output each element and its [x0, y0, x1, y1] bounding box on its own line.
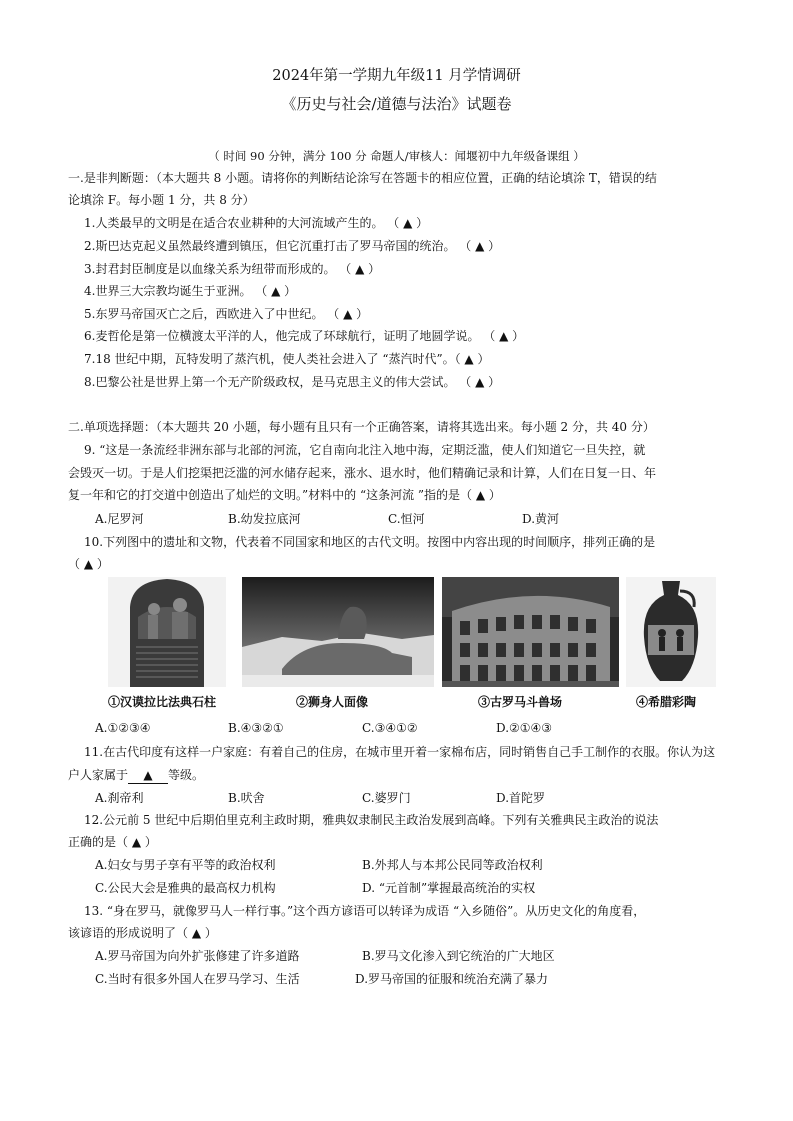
q11-option-a: A.刹帝利: [95, 791, 144, 805]
q13-option-c: C.当时有很多外国人在罗马学习、生活: [95, 972, 300, 986]
part1-item-4: 4.世界三大宗教均诞生于亚洲。 （ ▲ ）: [84, 284, 297, 298]
q11-option-c: C.婆罗门: [362, 791, 411, 805]
q10-option-d: D.②①④③: [496, 721, 553, 735]
q10-option-c: C.③④①②: [362, 721, 418, 735]
q10-option-a: A.①②③④: [95, 721, 151, 735]
q12-line2: 正确的是（ ▲ ）: [68, 835, 157, 849]
q11-line2: [68, 767, 204, 784]
q11-line2-pre: 户人家属于: [68, 768, 129, 782]
part1-heading-line1: 一.是非判断题：（本大题共 8 小题。请将你的判断结论涂写在答题卡的相应位置，正确的结论填涂 T，错误的结: [68, 171, 657, 185]
q9-option-c: C.恒河: [388, 512, 425, 526]
exam-meta: （ 时间 90 分钟，满分 100 分 命题人/审核人：闻堰初中九年级备课组 ）: [208, 149, 585, 163]
q12-option-c: C.公民大会是雅典的最高权力机构: [95, 881, 276, 895]
caption-hammurabi: ①汉谟拉比法典石柱: [108, 695, 217, 709]
caption-greek-vase: ④希腊彩陶: [636, 695, 697, 709]
part1-item-8: 8.巴黎公社是世界上第一个无产阶级政权，是马克思主义的伟大尝试。 （ ▲ ）: [84, 375, 501, 389]
part1-item-5: 5.东罗马帝国灭亡之后，西欧进入了中世纪。 （ ▲ ）: [84, 307, 369, 321]
q13-option-d: D.罗马帝国的征服和统治充满了暴力: [355, 972, 549, 986]
q11-line1: 11.在古代印度有这样一户家庭：有着自己的住房，在城市里开着一家棉布店，同时销售自己手工制作的衣服。你认为这: [84, 745, 716, 759]
hammurabi-stele-image: [108, 577, 226, 687]
q13-line2: 该谚语的形成说明了（ ▲ ）: [68, 926, 217, 940]
exam-title: 2024年第一学期九年级11 月学情调研: [272, 68, 521, 84]
q13-option-b: B.罗马文化渗入到它统治的广大地区: [362, 949, 555, 963]
caption-colosseum: ③古罗马斗兽场: [478, 695, 563, 709]
q13-line1: 13. “身在罗马，就像罗马人一样行事。”这个西方谚语可以转译为成语 “入乡随俗”。从历史文化的角度看，: [84, 904, 646, 918]
q11-line2-post: 等级。: [168, 768, 205, 782]
q9-option-d: D.黄河: [522, 512, 560, 526]
part1-item-3: 3.封君封臣制度是以血缘关系为纽带而形成的。 （ ▲ ）: [84, 262, 381, 276]
part1-item-1: 1.人类最早的文明是在适合农业耕种的大河流域产生的。 （ ▲ ）: [84, 216, 429, 230]
q12-option-b: B.外邦人与本邦公民同等政治权利: [362, 858, 543, 872]
q10-line1: 10.下列图中的遗址和文物，代表着不同国家和地区的古代文明。按图中内容出现的时间顺序，排列正确的是: [84, 535, 656, 549]
sphinx-image: [242, 577, 434, 687]
greek-vase-image: [626, 577, 716, 687]
q9-line1: 9. “这是一条流经非洲东部与北部的河流，它自南向北注入地中海，定期泛滥，使人们知道它一旦失控，就: [84, 443, 646, 457]
q12-option-a: A.妇女与男子享有平等的政治权利: [95, 858, 276, 872]
q9-line3: 复一年和它的打交道中创造出了灿烂的文明。”材料中的 “这条河流 ”指的是（ ▲ ）: [68, 488, 501, 502]
q9-option-a: A.尼罗河: [95, 512, 144, 526]
q12-line1: 12.公元前 5 世纪中后期伯里克利主政时期，雅典奴隶制民主政治发展到高峰。下列有关雅典民主政治的说法: [84, 813, 659, 827]
q13-option-a: A.罗马帝国为向外扩张修建了许多道路: [95, 949, 300, 963]
q11-option-b: B.吠舍: [228, 791, 265, 805]
q10-option-b: B.④③②①: [228, 721, 284, 735]
q10-line2: （ ▲ ）: [68, 557, 109, 571]
part1-item-7: 7.18 世纪中期，瓦特发明了蒸汽机，使人类社会进入了 “蒸汽时代”。（ ▲ ）: [84, 352, 490, 366]
caption-sphinx: ②狮身人面像: [296, 695, 369, 709]
q9-option-b: B.幼发拉底河: [228, 512, 301, 526]
colosseum-image: [442, 577, 619, 687]
part2-heading: 二.单项选择题：（本大题共 20 小题，每小题有且只有一个正确答案，请将其选出来。每小题 2 分，共 40 分）: [68, 420, 655, 434]
exam-subtitle: 《历史与社会/道德与法治》试题卷: [281, 95, 512, 113]
q11-option-d: D.首陀罗: [496, 791, 546, 805]
q11-answer-blank: ▲: [128, 767, 168, 784]
q12-option-d: D. “元首制”掌握最高统治的实权: [362, 881, 536, 895]
q9-line2: 会毁灭一切。于是人们挖渠把泛滥的河水储存起来，涨水、退水时，他们精确记录和计算，人们在日复一日、年: [68, 466, 657, 480]
part1-heading-line2: 论填涂 F。每小题 1 分，共 8 分）: [68, 193, 255, 207]
part1-item-2: 2.斯巴达克起义虽然最终遭到镇压，但它沉重打击了罗马帝国的统治。 （ ▲ ）: [84, 239, 501, 253]
part1-item-6: 6.麦哲伦是第一位横渡太平洋的人，他完成了环球航行，证明了地圆学说。 （ ▲ ）: [84, 329, 525, 343]
